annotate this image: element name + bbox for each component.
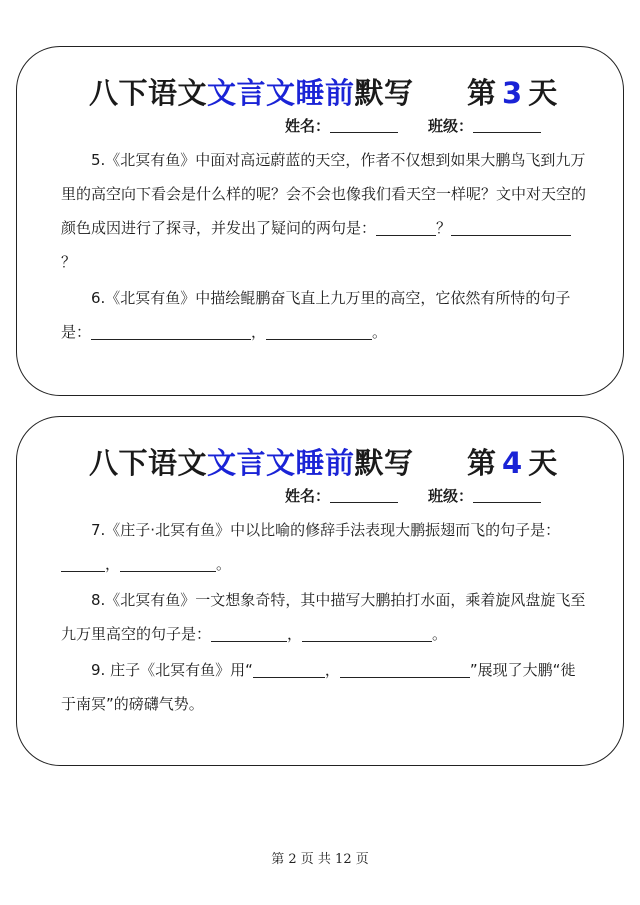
question-text: ， <box>287 625 303 643</box>
title-suffix: 默写 <box>354 446 414 480</box>
answer-blank[interactable] <box>211 627 287 642</box>
worksheet-card-day-4 <box>16 416 624 766</box>
question-text: ？ <box>436 219 452 237</box>
answer-blank[interactable] <box>253 663 325 678</box>
page-footer: 第 2 页 共 12 页 <box>271 852 369 867</box>
question-list <box>61 513 586 723</box>
question-text: ？ <box>61 253 77 271</box>
student-info <box>285 485 541 506</box>
day-suffix: 天 <box>528 446 558 480</box>
name-blank[interactable] <box>330 118 398 133</box>
class-blank[interactable] <box>473 118 541 133</box>
question-text: ， <box>105 555 121 573</box>
question-6 <box>61 281 586 349</box>
answer-blank[interactable] <box>266 325 372 340</box>
day-label <box>467 71 557 112</box>
answer-blank[interactable] <box>91 325 251 340</box>
question-text: ”展现了大鹏“徙于南冥”的磅礴气势。 <box>61 661 576 713</box>
class-label: 班级： <box>428 487 474 505</box>
title-highlight: 文言文睡前 <box>207 446 355 480</box>
question-text: 7.《庄子·北冥有鱼》中以比喻的修辞手法表现大鹏振翅而飞的句子是： <box>91 521 561 539</box>
question-7 <box>61 513 586 581</box>
day-number: 3 <box>502 76 523 110</box>
question-8 <box>61 583 586 651</box>
card-header <box>17 441 623 481</box>
answer-blank[interactable] <box>543 221 571 236</box>
class-blank[interactable] <box>473 488 541 503</box>
question-5 <box>61 143 586 279</box>
day-prefix: 第 <box>467 76 497 110</box>
name-blank[interactable] <box>330 488 398 503</box>
question-list <box>61 143 586 351</box>
question-text: 5.《北冥有鱼》中面对高远蔚蓝的天空，作者不仅想到如果大鹏鸟飞到九万里的高空向下看会是什么样的呢？会不会也像我们看天空一样呢？文中对天空的颜色成因进行了探寻，并发出了疑问的两句是： <box>61 151 587 237</box>
answer-blank[interactable] <box>61 557 105 572</box>
question-9 <box>61 653 586 721</box>
card-title <box>89 71 414 112</box>
question-text: 6.《北冥有鱼》中描绘鲲鹏奋飞直上九万里的高空，它依然有所恃的句子是： <box>61 289 571 341</box>
title-prefix: 八下语文 <box>89 446 208 480</box>
day-suffix: 天 <box>528 76 558 110</box>
answer-blank[interactable] <box>120 557 216 572</box>
question-text: 。 <box>372 323 388 341</box>
title-prefix: 八下语文 <box>89 76 208 110</box>
answer-blank[interactable] <box>376 221 436 236</box>
day-number: 4 <box>502 446 523 480</box>
name-label: 姓名： <box>285 117 331 135</box>
day-label <box>467 441 557 482</box>
question-text: 8.《北冥有鱼》一文想象奇特，其中描写大鹏拍打水面，乘着旋风盘旋飞至九万里高空的句子是： <box>61 591 586 643</box>
answer-blank[interactable] <box>302 627 432 642</box>
name-label: 姓名： <box>285 487 331 505</box>
question-text: 。 <box>432 625 448 643</box>
answer-blank[interactable] <box>340 663 470 678</box>
question-text: 9. 庄子《北冥有鱼》用“ <box>91 661 253 679</box>
worksheet-card-day-3 <box>16 46 624 396</box>
title-highlight: 文言文睡前 <box>207 76 355 110</box>
day-prefix: 第 <box>467 446 497 480</box>
question-text: 。 <box>216 555 232 573</box>
answer-blank[interactable] <box>451 221 543 236</box>
student-info <box>285 115 541 136</box>
card-title <box>89 441 414 482</box>
card-header <box>17 71 623 111</box>
question-text: ， <box>251 323 267 341</box>
class-label: 班级： <box>428 117 474 135</box>
question-text: ， <box>324 661 340 679</box>
title-suffix: 默写 <box>354 76 414 110</box>
